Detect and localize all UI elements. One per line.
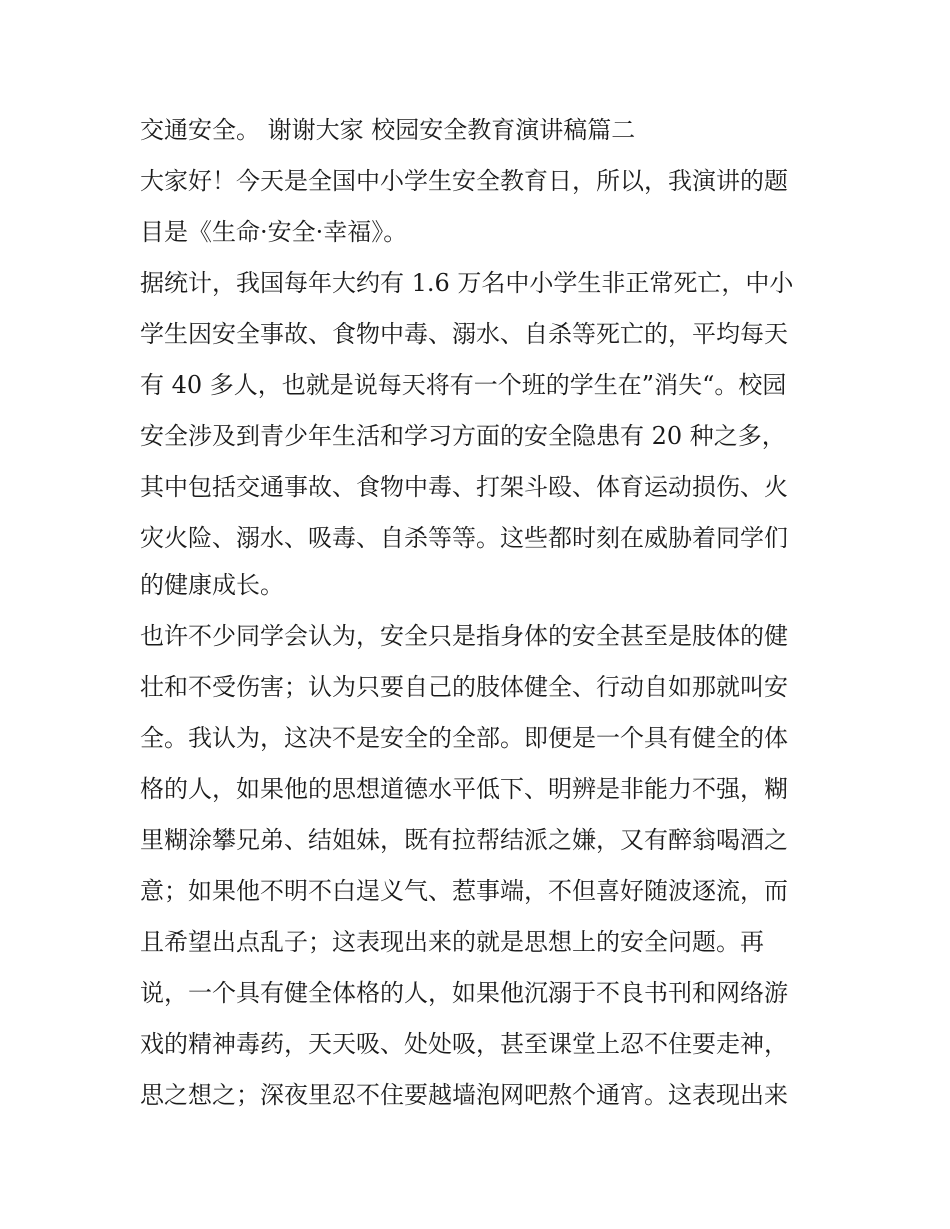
text-line: 也许不少同学会认为，安全只是指身体的安全甚至是肢体的健	[140, 622, 788, 650]
text-line: 学生因安全事故、食物中毒、溺水、自杀等死亡的，平均每天	[140, 320, 788, 348]
text-line: 里糊涂攀兄弟、结姐妹，既有拉帮结派之嫌，又有醉翁喝酒之	[140, 826, 788, 854]
text-line: 格的人，如果他的思想道德水平低下、明辨是非能力不强，糊	[140, 775, 788, 803]
text-line: 意；如果他不明不白逞义气、惹事端，不但喜好随波逐流，而	[140, 877, 788, 905]
text-line: 有 40 多人，也就是说每天将有一个班的学生在”消失“。校园	[140, 371, 787, 399]
text-line: 全。我认为，这决不是安全的全部。即便是一个具有健全的体	[140, 724, 788, 752]
text-line: 思之想之；深夜里忍不住要越墙泡网吧熬个通宵。这表现出来	[140, 1081, 788, 1109]
text-line: 据统计，我国每年大约有 1.6 万名中小学生非正常死亡，中小	[140, 269, 794, 297]
text-line: 交通安全。 谢谢大家 校园安全教育演讲稿篇二	[140, 116, 636, 144]
text-line: 戏的精神毒药，天天吸、处处吸，甚至课堂上忍不住要走神，	[140, 1030, 788, 1058]
text-line: 壮和不受伤害；认为只要自己的肢体健全、行动自如那就叫安	[140, 673, 788, 701]
text-line: 大家好！今天是全国中小学生安全教育日，所以，我演讲的题	[140, 167, 788, 195]
text-line: 安全涉及到青少年生活和学习方面的安全隐患有 20 种之多，	[140, 422, 786, 450]
text-line: 的健康成长。	[140, 571, 284, 599]
text-line: 灾火险、溺水、吸毒、自杀等等。这些都时刻在威胁着同学们	[140, 524, 788, 552]
text-line: 说，一个具有健全体格的人，如果他沉溺于不良书刊和网络游	[140, 979, 788, 1007]
text-line: 其中包括交通事故、食物中毒、打架斗殴、体育运动损伤、火	[140, 473, 788, 501]
text-line: 目是《生命·安全·幸福》。	[140, 218, 408, 246]
text-line: 且希望出点乱子；这表现出来的就是思想上的安全问题。再	[140, 928, 764, 956]
